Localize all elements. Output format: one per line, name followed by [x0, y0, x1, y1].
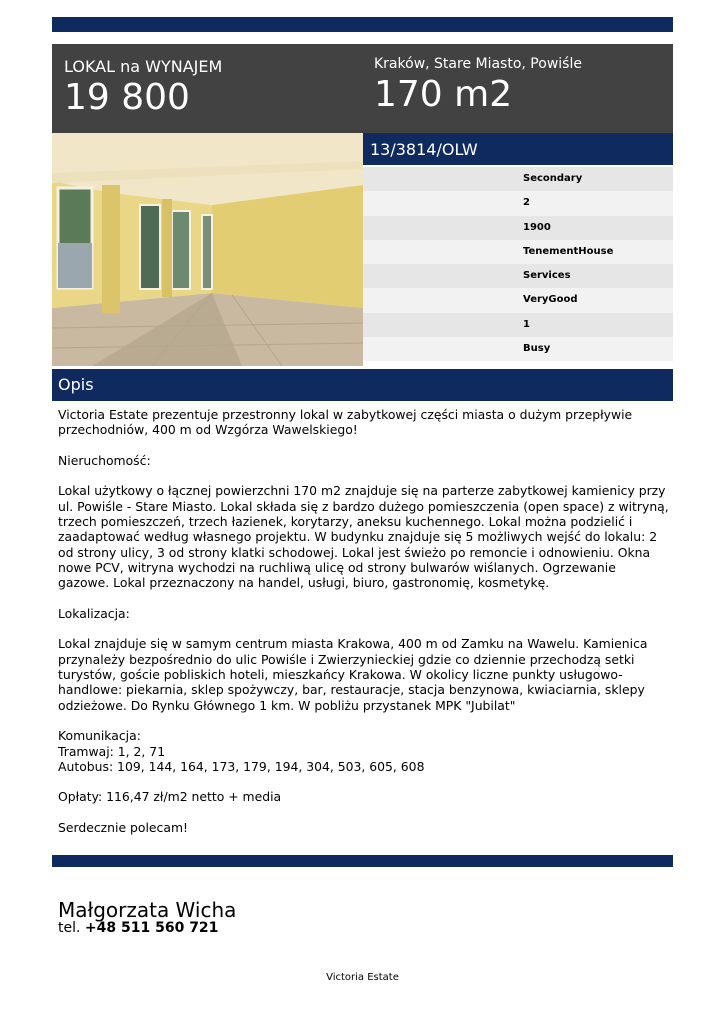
property-value: Busy [523, 343, 551, 355]
property-row-condition [363, 288, 673, 312]
agent-phone [58, 920, 218, 936]
property-value: Secondary [523, 173, 583, 184]
listing-type: LOKAL na WYNAJEM [64, 57, 223, 76]
top-accent-bar [52, 17, 673, 32]
listing-price: 19 800 [64, 77, 190, 118]
bottom-accent-bar [52, 855, 673, 867]
property-value: 2 [523, 197, 530, 209]
property-row-building-type [363, 240, 673, 264]
listing-area: 170 m2 [374, 74, 513, 115]
property-row-year [363, 216, 673, 240]
listing-header [52, 44, 673, 133]
phone-label: tel. [58, 920, 81, 936]
property-row-purpose [363, 264, 673, 288]
property-value: Services [523, 270, 571, 282]
description-header [52, 369, 673, 401]
property-value: 1900 [523, 221, 551, 233]
phone-number: +48 511 560 721 [84, 920, 219, 936]
property-row-market [363, 167, 673, 191]
property-photo [52, 133, 363, 366]
description-body [58, 407, 670, 835]
property-row-count [363, 313, 673, 337]
property-value: 1 [523, 318, 530, 330]
footer-company: Victoria Estate [326, 972, 399, 983]
description-title: Opis [58, 375, 94, 394]
property-row-street [363, 337, 673, 361]
reference-number: 13/3814/OLW [370, 140, 478, 159]
agent-name: Małgorzata Wicha [58, 898, 237, 922]
description-text: Victoria Estate prezentuje przestronny lokal w zabytkowej części miasta o dużym przepływie przechodniów, 400 m od Wzgórza Wawelskiego! Nieruchomość: Lokal użytkowy o łącznej powierzchni 170 m2 znajduje się na parterze zabytkowej kamienicy przy ul. Powiśle - Stare Miasto. Lokal składa się z bardzo dużego pomieszczenia (open space) z witryną, trzech pomieszczeń, trzech łazienek, korytarzy, aneksu kuchennego. Lokal można podzielić i zaadaptować według własnego projektu. W budynku znajduje się 5 możliwych wejść do lokalu: 2 od strony ulicy, 3 od strony klatki schodowej. Lokal jest świeżo po remoncie i odnowieniu. Okna nowe PCV, witryna wychodzi na ruchliwą ulicę od strony bulwarów wiślanych. Ogrzewanie gazowe. Lokal przeznaczony na handel, usługi, biuro, gastronomię, kosmetykę. Lokalizacja: Lokal znajduje się w samym centrum miasta Krakowa, 400 m od Zamku na Wawelu. Kamienica przynależy bezpośrednio do ulic Powiśle i Zwierzynieckiej gdzie co dziennie przechodzą setki turystów, goście pobliskich hoteli, mieszkańcy Krakowa. W okolicy liczne punkty usługowo-handlowe: piekarnia, sklep spożywczy, bar, restauracje, stacja benzynowa, kwiaciarnia, sklepy odzieżowe. Do Rynku Głównego 1 km. W pobliżu przystanek MPK "Jubilat" Komunikacja: Tramwaj: 1, 2, 71 Autobus: 109, 144, 164, 173, 179, 194, 304, 503, 605, 608 Opłaty: 116,47 zł/m2 netto + media Serdecznie polecam! [58, 407, 669, 836]
property-row-floor [363, 191, 673, 215]
property-value: TenementHouse [523, 245, 614, 257]
property-value: VeryGood [523, 294, 578, 306]
reference-bar [363, 133, 673, 165]
property-details-table [363, 167, 673, 361]
listing-location: Kraków, Stare Miasto, Powiśle [374, 56, 582, 72]
